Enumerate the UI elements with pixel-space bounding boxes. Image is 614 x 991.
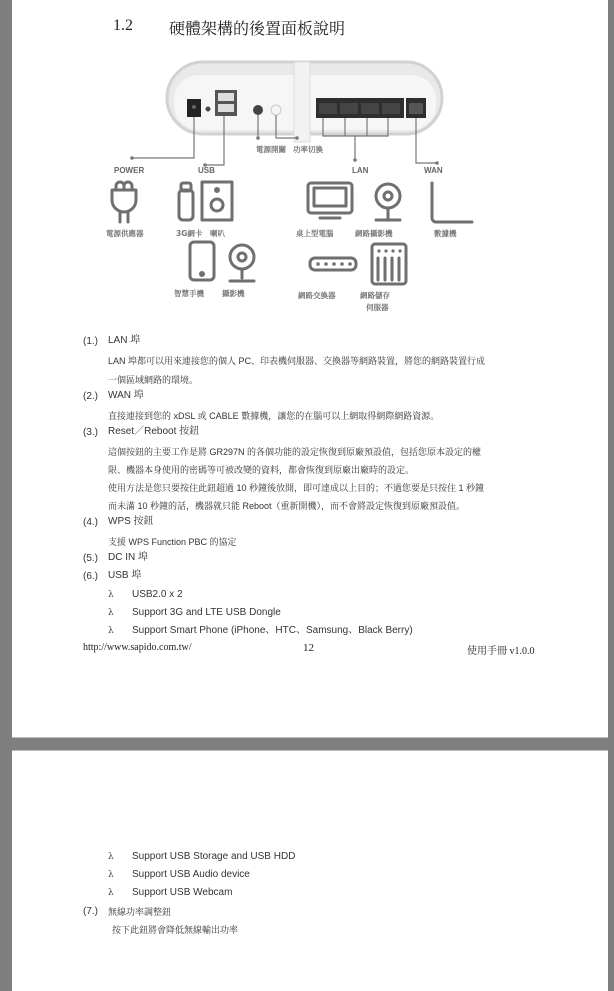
power-plug-icon: [112, 182, 136, 222]
item-7-number: (7.): [83, 906, 98, 917]
power-port-label: POWER: [114, 166, 145, 175]
footer-url[interactable]: http://www.sapido.com.tw/: [83, 642, 192, 653]
bullet-icon: λ: [108, 870, 114, 880]
item-5-title: DC IN 埠: [108, 552, 148, 563]
item-7-line-1: 按下此鈕將會降低無線輸出功率: [112, 925, 239, 935]
usb-dongle-icon: [179, 183, 193, 220]
item-1-number: (1.): [83, 336, 98, 347]
item-5-number: (5.): [83, 553, 98, 564]
usb-bullet-2: Support 3G and LTE USB Dongle: [132, 607, 281, 618]
item-3-line-3: 使用方法是您只要按住此鈕超過 10 秒鐘後放開，即可達成以上目的；不過您要是只按住 1 秒鐘: [108, 483, 485, 493]
modem-label: 數據機: [434, 229, 457, 238]
bullet-icon: λ: [108, 888, 114, 898]
section-number: 1.2: [113, 17, 133, 34]
item-1-title: LAN 埠: [108, 335, 141, 346]
usb-bullet-3: Support Smart Phone (iPhone、HTC、Samsung、Black Berry): [132, 625, 413, 636]
item-6-title: USB 埠: [108, 570, 142, 581]
usb-bullet-1: USB2.0 x 2: [132, 589, 183, 600]
nas-label-line1: 網路儲存: [360, 291, 390, 300]
item-2-number: (2.): [83, 391, 98, 402]
item-7-title: 無線功率調整鈕: [108, 907, 172, 917]
document-page-13: [12, 750, 608, 991]
wan-port-label: WAN: [424, 166, 443, 175]
bullet-icon: λ: [108, 852, 114, 862]
speaker-label: 喇叭: [210, 229, 225, 238]
item-4-number: (4.): [83, 517, 98, 528]
usb-port-label: USB: [198, 166, 215, 175]
item-3-line-1: 這個按鈕的主要工作是將 GR297N 的各個功能的設定恢復到原廠預設值，包括您原本設定的權: [108, 447, 482, 457]
usb-bullet-5: Support USB Audio device: [132, 869, 250, 880]
router-illustration: [167, 62, 442, 142]
item-6-number: (6.): [83, 571, 98, 582]
bullet-icon: λ: [108, 608, 114, 618]
item-1-line-2: 一個區域網路的環境。: [108, 375, 199, 385]
item-2-title: WAN 埠: [108, 390, 144, 401]
rear-panel-figure: [12, 0, 608, 330]
item-4-title: WPS 按鈕: [108, 516, 154, 527]
switch-label: 網路交換器: [298, 291, 336, 300]
item-4-line-1: 支援 WPS Function PBC 的協定: [108, 537, 237, 547]
power-mode-label: 功率切換: [293, 145, 323, 154]
usb-bullet-6: Support USB Webcam: [132, 887, 233, 898]
speaker-icon: [202, 182, 232, 220]
ip-camera-label: 網路攝影機: [355, 229, 393, 238]
footer-page-number: 12: [303, 642, 314, 654]
item-3-line-4: 而未滿 10 秒鐘的話，機器就只能 Reboot（重新開機），而不會將設定恢復到原廠預設值。: [108, 501, 466, 511]
smartphone-label: 智慧手機: [174, 289, 204, 298]
usb-bullet-4: Support USB Storage and USB HDD: [132, 851, 296, 862]
bullet-icon: λ: [108, 626, 114, 636]
footer-version: 使用手冊 v1.0.0: [467, 646, 535, 657]
item-2-line-1: 直接連接到您的 xDSL 或 CABLE 數據機，讓您的在腦可以上網取得網際網路資源。: [108, 411, 440, 421]
item-3-line-2: 限、機器本身使用的密碼等可被改變的資料，都會恢復到原廠出廠時的設定。: [108, 465, 415, 475]
camera-label: 攝影機: [222, 289, 245, 298]
power-supply-label: 電源供應器: [106, 229, 144, 238]
ip-camera-icon: [376, 184, 400, 220]
bullet-icon: λ: [108, 590, 114, 600]
document-page-12: [12, 0, 608, 738]
item-3-title: Reset／Reboot 按鈕: [108, 426, 200, 437]
webcam-icon: [230, 245, 254, 281]
desktop-label: 桌上型電腦: [296, 229, 334, 238]
usb-3g-label: 3G網卡: [176, 229, 203, 238]
lan-port-label: LAN: [352, 166, 369, 175]
item-3-number: (3.): [83, 427, 98, 438]
power-switch-label: 電源開關: [256, 145, 286, 154]
nas-label-line2: 伺服器: [366, 303, 389, 312]
item-1-line-1: LAN 埠都可以用來連接您的個人 PC、印表機伺服器、交換器等網路裝置，將您的網路裝置行成: [108, 356, 486, 366]
modem-icon: [432, 183, 472, 222]
smartphone-icon: [190, 242, 214, 280]
section-title: 硬體架構的後置面板說明: [169, 19, 346, 38]
desktop-computer-icon: [308, 183, 352, 218]
